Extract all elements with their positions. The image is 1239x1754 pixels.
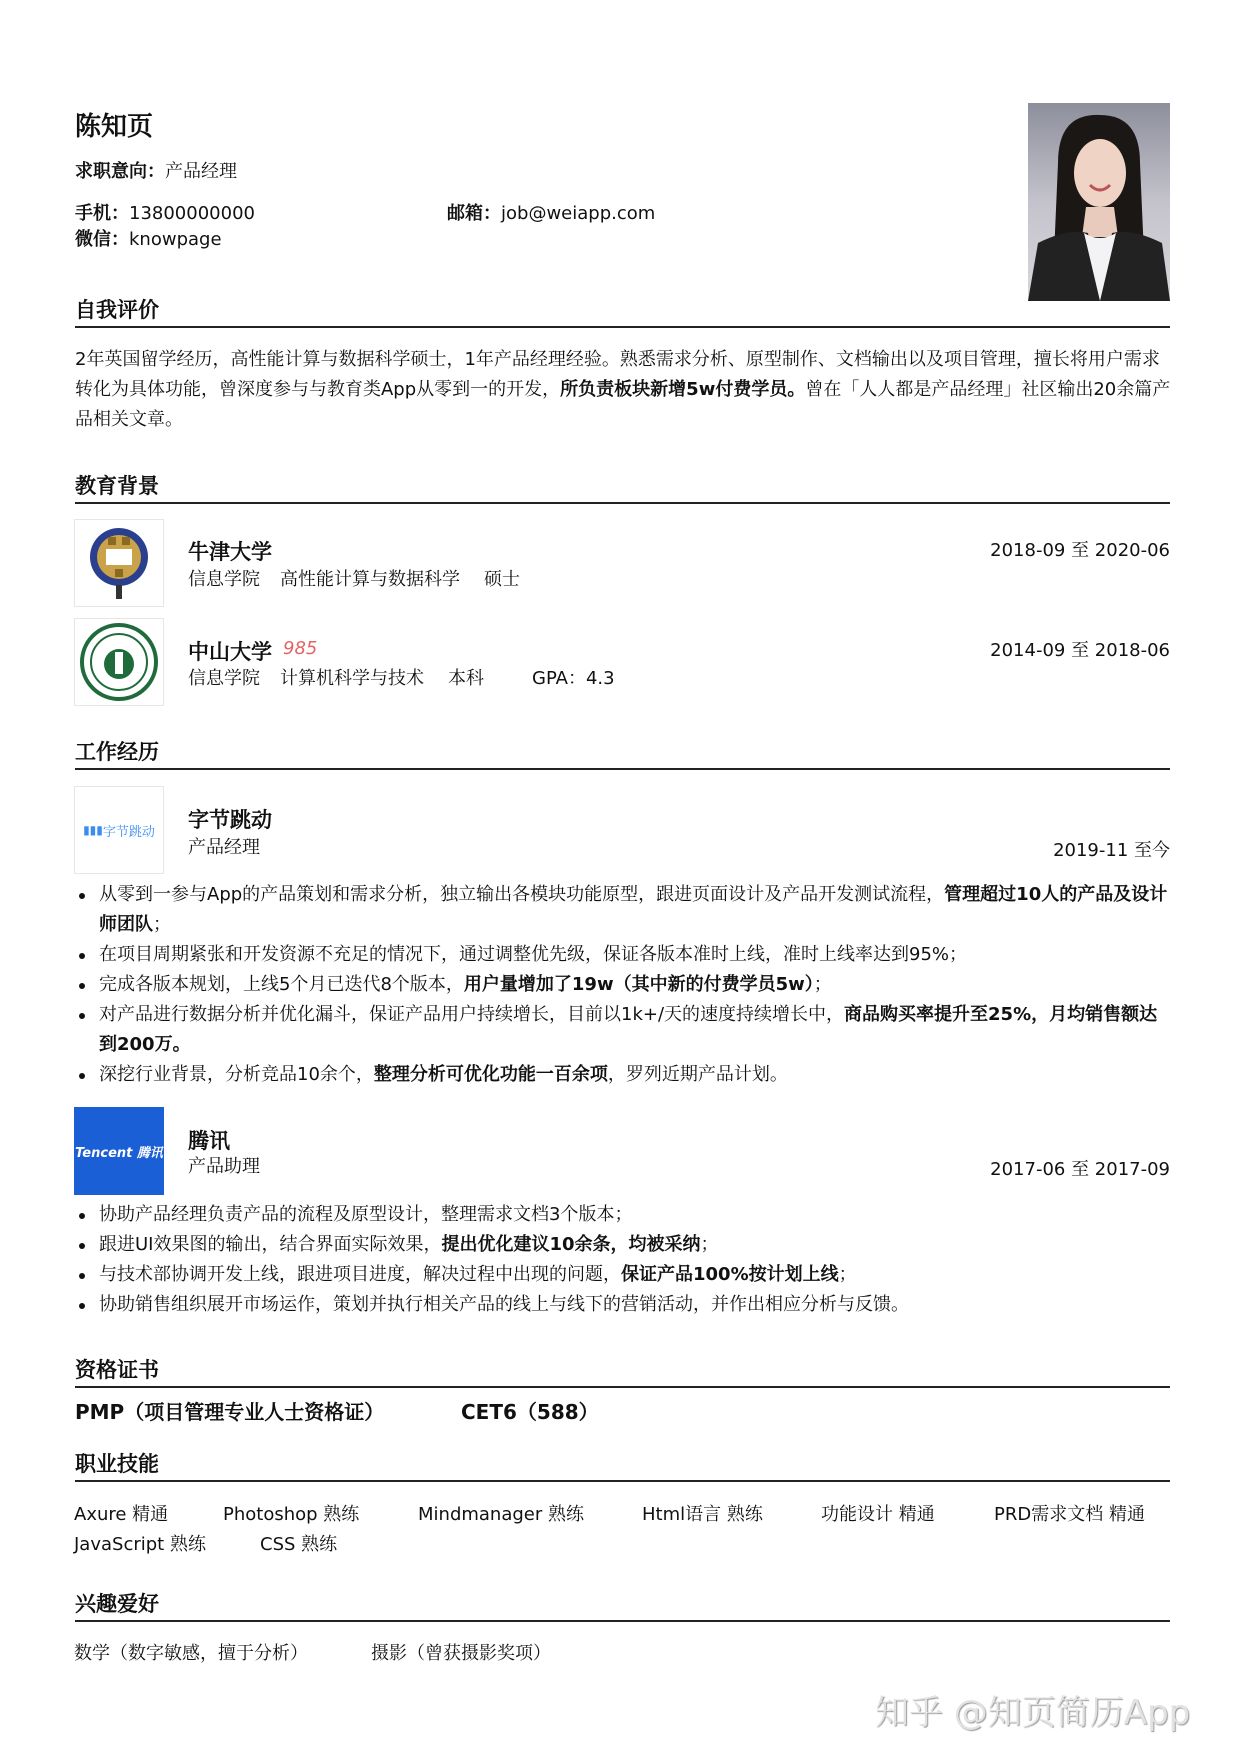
education-details: 信息学院 高性能计算与数据科学 硕士 <box>188 569 520 590</box>
section-title-education: 教育背景 <box>75 472 1170 504</box>
cert-item: PMP（项目管理专业人士资格证） <box>75 1400 385 1424</box>
work-bullets <box>75 880 1175 1090</box>
skill-item: PRD需求文档 精通 <box>994 1504 1145 1525</box>
bullet-item: 与技术部协调开发上线，跟进项目进度，解决过程中出现的问题，保证产品100%按计划上线； <box>75 1260 1175 1290</box>
bullet-item: 深挖行业背景，分析竞品10余个，整理分析可优化功能一百余项，罗列近期产品计划。 <box>75 1060 1175 1090</box>
skill-item: Photoshop 熟练 <box>223 1504 360 1525</box>
bytedance-logo: ▮▮▮ 字节跳动 <box>74 786 164 874</box>
section-title-self-eval: 自我评价 <box>75 296 1170 328</box>
bullet-item: 协助产品经理负责产品的流程及原型设计，整理需求文档3个版本； <box>75 1200 1175 1230</box>
bullet-item: 从零到一参与App的产品策划和需求分析，独立输出各模块功能原型，跟进页面设计及产品开发测试流程，管理超过10人的产品及设计师团队； <box>75 880 1175 940</box>
self-eval-text: 2年英国留学经历，高性能计算与数据科学硕士，1年产品经理经验。熟悉需求分析、原型制作、文档输出以及项目管理，擅长将用户需求转化为具体功能，曾深度参与与教育类App从零到一的开发，所负责板块新增5w付费学员。曾在「人人都是产品经理」社区输出20余篇产品相关文章。 <box>75 349 1171 430</box>
education-date: 2014-09 至 2018-06 <box>990 640 1170 661</box>
skill-item: Mindmanager 熟练 <box>418 1504 584 1525</box>
job-intent: 求职意向：产品经理 <box>75 161 237 182</box>
candidate-name: 陈知页 <box>75 112 154 142</box>
hobby-item: 数学（数字敏感，擅于分析） <box>74 1643 308 1664</box>
bullet-item: 完成各版本规划，上线5个月已迭代8个版本，用户量增加了19w（其中新的付费学员5w）； <box>75 970 1175 1000</box>
skill-item: 功能设计 精通 <box>821 1504 935 1525</box>
cert-item: CET6（588） <box>461 1400 599 1424</box>
email: 邮箱：job@weiapp.com <box>447 203 656 224</box>
bullet-item: 在项目周期紧张和开发资源不充足的情况下，通过调整优先级，保证各版本准时上线，准时上线率达到95%； <box>75 940 1175 970</box>
skill-item: JavaScript 熟练 <box>74 1534 206 1555</box>
work-date: 2019-11 至今 <box>1053 840 1170 861</box>
sysu-logo <box>74 618 164 706</box>
bullet-item: 跟进UI效果图的输出，结合界面实际效果，提出优化建议10余条，均被采纳； <box>75 1230 1175 1260</box>
section-title-hobbies: 兴趣爱好 <box>75 1590 1170 1622</box>
education-date: 2018-09 至 2020-06 <box>990 540 1170 561</box>
skill-item: Html语言 熟练 <box>642 1504 763 1525</box>
company-name: 腾讯 <box>188 1129 230 1153</box>
job-role: 产品经理 <box>188 837 260 858</box>
bullet-item: 对产品进行数据分析并优化漏斗，保证产品用户持续增长，目前以1k+/天的速度持续增长中，商品购买率提升至25%，月均销售额达到200万。 <box>75 1000 1175 1060</box>
school-name: 中山大学 <box>188 640 272 664</box>
section-title-skills: 职业技能 <box>75 1450 1170 1482</box>
job-role: 产品助理 <box>188 1156 260 1177</box>
work-date: 2017-06 至 2017-09 <box>990 1159 1170 1180</box>
section-title-certs: 资格证书 <box>75 1356 1170 1388</box>
wechat: 微信：knowpage <box>75 229 222 250</box>
skill-item: Axure 精通 <box>74 1504 169 1525</box>
profile-photo <box>1028 103 1170 301</box>
company-name: 字节跳动 <box>188 808 272 832</box>
bullet-item: 协助销售组织展开市场运作，策划并执行相关产品的线上与线下的营销活动，并作出相应分析与反馈。 <box>75 1290 1175 1320</box>
phone: 手机：13800000000 <box>75 203 255 224</box>
watermark: 知乎 @知页简历App <box>875 1693 1191 1733</box>
985-tag: 985 <box>283 638 318 659</box>
tencent-logo: Tencent 腾讯 <box>74 1107 164 1195</box>
school-name: 牛津大学 <box>188 540 272 564</box>
oxford-logo <box>74 519 164 607</box>
hobby-item: 摄影（曾获摄影奖项） <box>371 1643 551 1664</box>
skill-item: CSS 熟练 <box>260 1534 338 1555</box>
education-details: 信息学院 计算机科学与技术 本科 GPA：4.3 <box>188 668 615 689</box>
section-title-work: 工作经历 <box>75 738 1170 770</box>
work-bullets <box>75 1200 1175 1320</box>
